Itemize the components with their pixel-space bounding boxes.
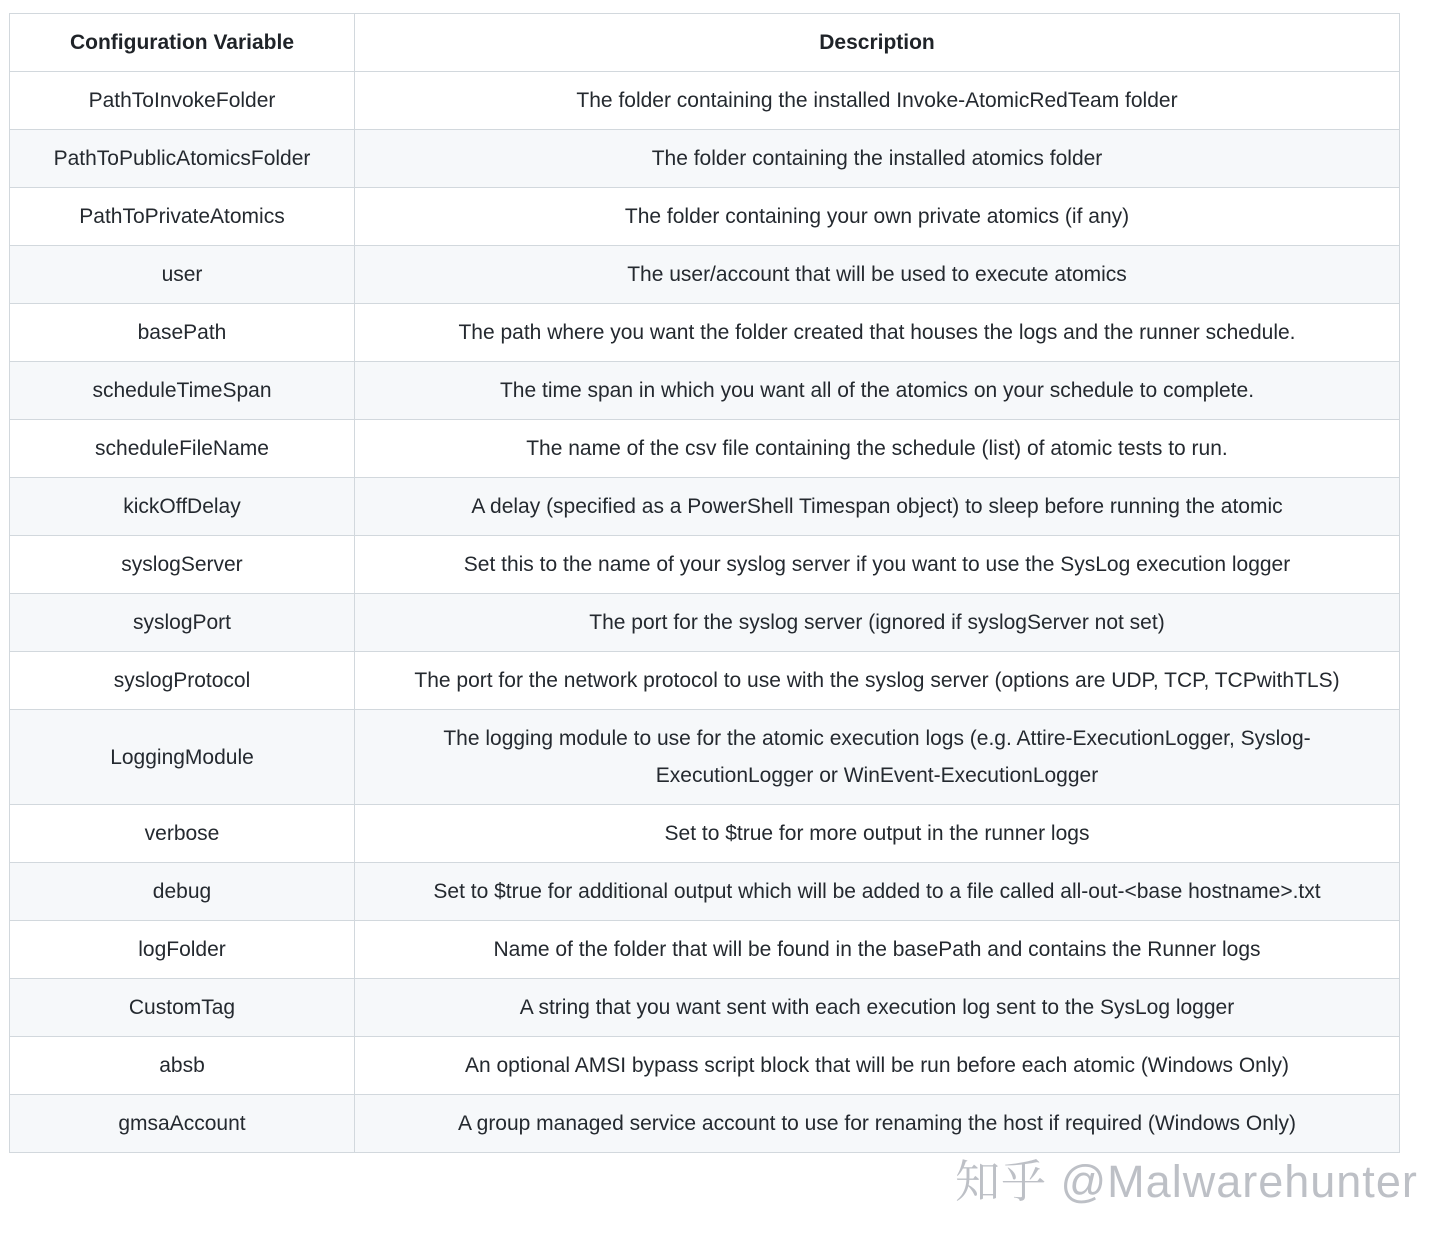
variable-cell: absb bbox=[10, 1037, 355, 1095]
variable-cell: syslogPort bbox=[10, 594, 355, 652]
table-row bbox=[10, 921, 1400, 979]
variable-cell: basePath bbox=[10, 304, 355, 362]
description-cell: Set to $true for more output in the runner logs bbox=[355, 805, 1400, 863]
description-cell: The user/account that will be used to execute atomics bbox=[355, 246, 1400, 304]
description-cell: A string that you want sent with each execution log sent to the SysLog logger bbox=[355, 979, 1400, 1037]
variable-cell: PathToPublicAtomicsFolder bbox=[10, 130, 355, 188]
zhihu-watermark: 知乎 @Malwarehunter bbox=[955, 1156, 1418, 1207]
description-cell: The folder containing the installed Invoke-AtomicRedTeam folder bbox=[355, 72, 1400, 130]
description-cell: The logging module to use for the atomic execution logs (e.g. Attire-ExecutionLogger, Syslog-ExecutionLogger or WinEvent-ExecutionLogger bbox=[355, 710, 1400, 805]
table-row bbox=[10, 652, 1400, 710]
variable-cell: logFolder bbox=[10, 921, 355, 979]
variable-cell: scheduleTimeSpan bbox=[10, 362, 355, 420]
variable-cell: verbose bbox=[10, 805, 355, 863]
description-cell: The path where you want the folder created that houses the logs and the runner schedule. bbox=[355, 304, 1400, 362]
table-header-row bbox=[10, 14, 1400, 72]
description-cell: An optional AMSI bypass script block that will be run before each atomic (Windows Only) bbox=[355, 1037, 1400, 1095]
table-row bbox=[10, 188, 1400, 246]
variable-cell: syslogServer bbox=[10, 536, 355, 594]
description-cell: The time span in which you want all of the atomics on your schedule to complete. bbox=[355, 362, 1400, 420]
table-row bbox=[10, 1037, 1400, 1095]
column-header-variable: Configuration Variable bbox=[10, 14, 355, 72]
description-cell: Set this to the name of your syslog server if you want to use the SysLog execution logger bbox=[355, 536, 1400, 594]
variable-cell: debug bbox=[10, 863, 355, 921]
description-cell: Set to $true for additional output which will be added to a file called all-out-<base hostname>.txt bbox=[355, 863, 1400, 921]
variable-cell: PathToInvokeFolder bbox=[10, 72, 355, 130]
description-cell: The folder containing your own private atomics (if any) bbox=[355, 188, 1400, 246]
table-row bbox=[10, 979, 1400, 1037]
description-cell: The port for the syslog server (ignored if syslogServer not set) bbox=[355, 594, 1400, 652]
variable-cell: CustomTag bbox=[10, 979, 355, 1037]
table-row bbox=[10, 805, 1400, 863]
table-row bbox=[10, 130, 1400, 188]
table-row bbox=[10, 594, 1400, 652]
variable-cell: PathToPrivateAtomics bbox=[10, 188, 355, 246]
table-row bbox=[10, 1095, 1400, 1153]
variable-cell: scheduleFileName bbox=[10, 420, 355, 478]
description-cell: The folder containing the installed atomics folder bbox=[355, 130, 1400, 188]
config-variables-table bbox=[9, 13, 1400, 1153]
column-header-description: Description bbox=[355, 14, 1400, 72]
table-row bbox=[10, 536, 1400, 594]
variable-cell: LoggingModule bbox=[10, 710, 355, 805]
description-cell: Name of the folder that will be found in the basePath and contains the Runner logs bbox=[355, 921, 1400, 979]
table-row bbox=[10, 246, 1400, 304]
table-row bbox=[10, 710, 1400, 805]
description-cell: The name of the csv file containing the schedule (list) of atomic tests to run. bbox=[355, 420, 1400, 478]
variable-cell: syslogProtocol bbox=[10, 652, 355, 710]
description-cell: A delay (specified as a PowerShell Timespan object) to sleep before running the atomic bbox=[355, 478, 1400, 536]
table-row bbox=[10, 72, 1400, 130]
table-row bbox=[10, 863, 1400, 921]
table-row bbox=[10, 478, 1400, 536]
table-row bbox=[10, 420, 1400, 478]
variable-cell: user bbox=[10, 246, 355, 304]
variable-cell: kickOffDelay bbox=[10, 478, 355, 536]
description-cell: A group managed service account to use for renaming the host if required (Windows Only) bbox=[355, 1095, 1400, 1153]
table-row bbox=[10, 304, 1400, 362]
variable-cell: gmsaAccount bbox=[10, 1095, 355, 1153]
table-row bbox=[10, 362, 1400, 420]
description-cell: The port for the network protocol to use with the syslog server (options are UDP, TCP, TCPwithTLS) bbox=[355, 652, 1400, 710]
